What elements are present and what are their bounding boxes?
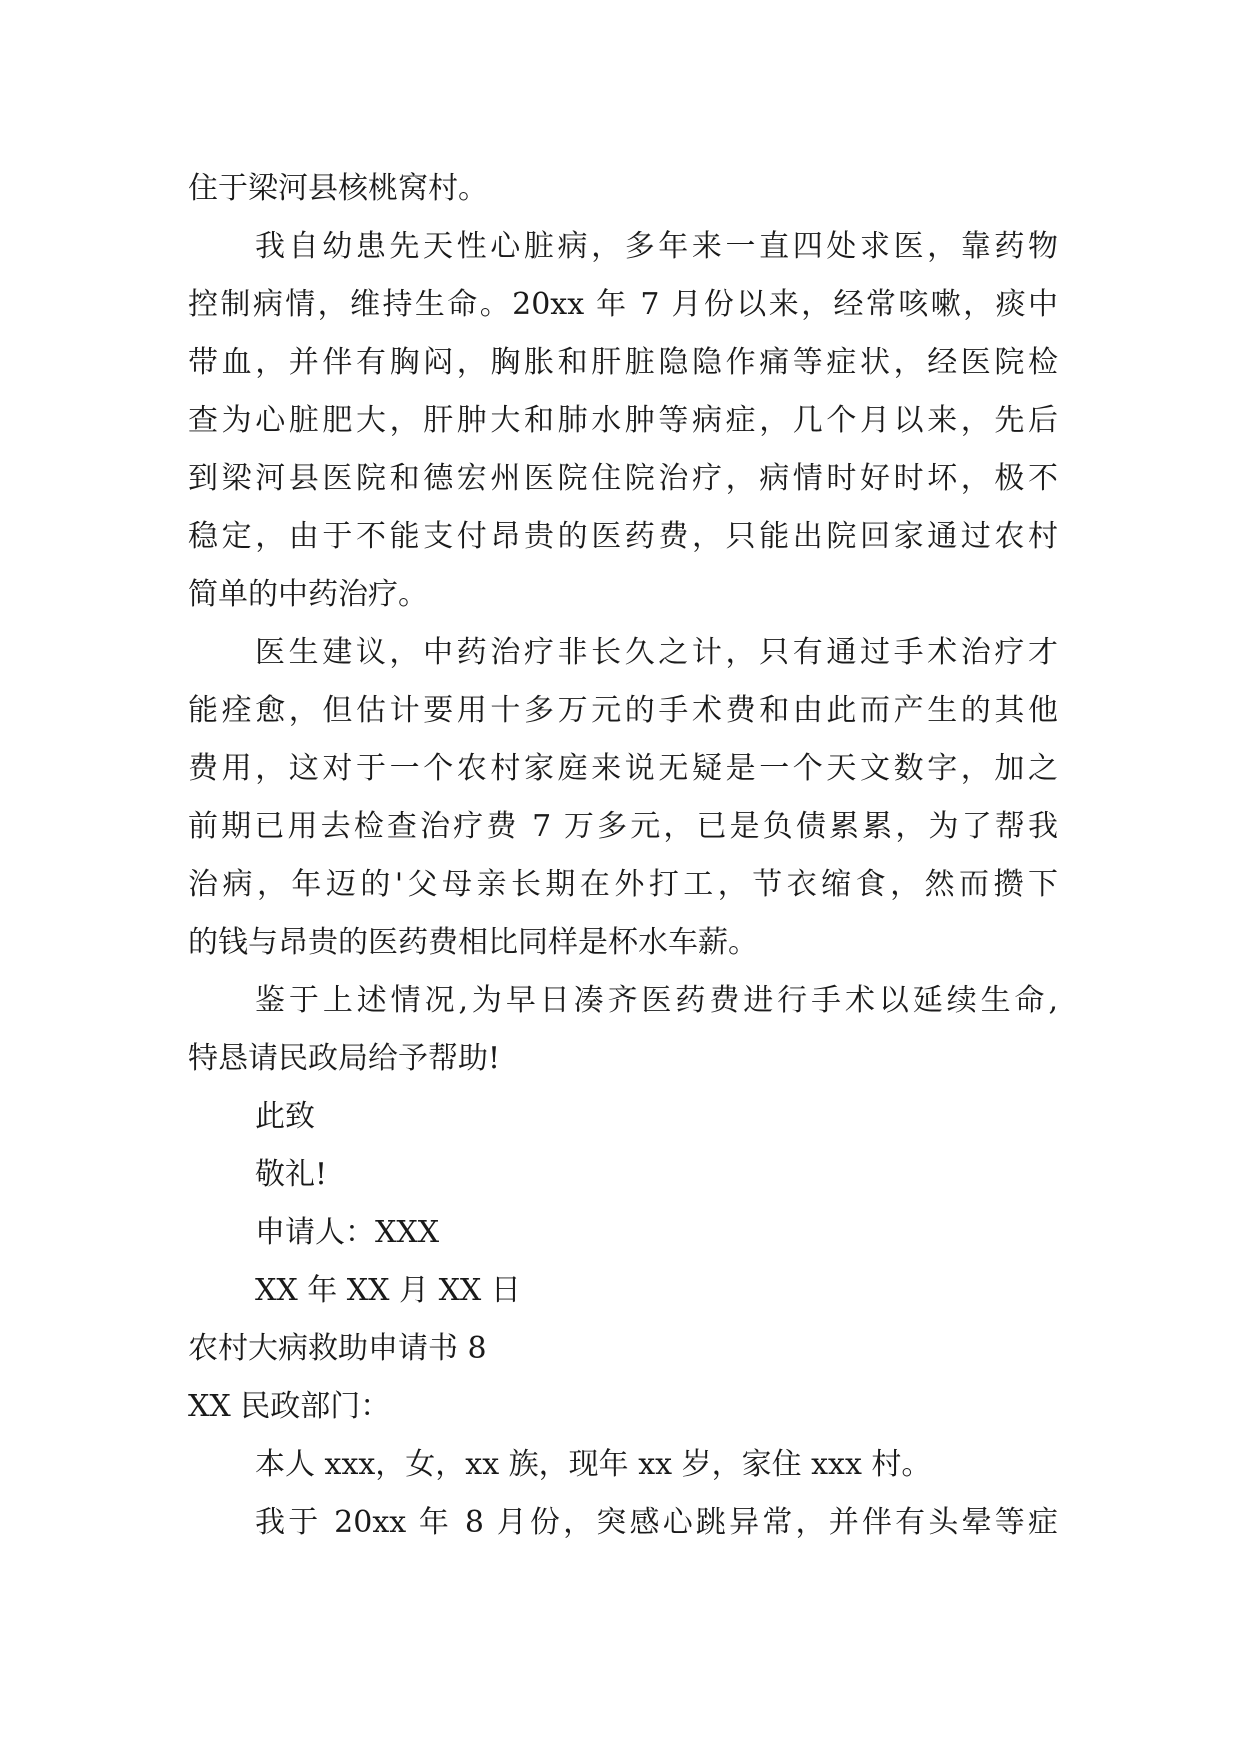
text-line: 我自幼患先天性心脏病，多年来一直四处求医，靠药物: [255, 229, 1058, 264]
text-line: 我于 20xx 年 8 月份，突感心跳异常，并伴有头晕等症: [255, 1505, 1058, 1540]
signature-date: XX 年 XX 月 XX 日: [255, 1273, 521, 1308]
text-line: 带血，并伴有胸闷，胸胀和肝脏隐隐作痛等症状，经医院检: [188, 345, 1058, 380]
recipient-line: XX 民政部门：: [188, 1389, 391, 1424]
text-line: 住于梁河县核桃窝村。: [188, 171, 488, 206]
text-line: 本人 xxx，女，xx 族，现年 xx 岁，家住 xxx 村。: [255, 1447, 932, 1482]
text-line: 医生建议，中药治疗非长久之计，只有通过手术治疗才: [255, 635, 1058, 670]
text-line: 费用，这对于一个农村家庭来说无疑是一个天文数字，加之: [188, 751, 1058, 786]
text-line: 鉴于上述情况,为早日凑齐医药费进行手术以延续生命,: [255, 983, 1058, 1018]
closing-regards: 敬礼!: [255, 1157, 328, 1192]
closing-salutation: 此致: [255, 1099, 315, 1134]
applicant-signature: 申请人：XXX: [255, 1215, 440, 1250]
text-line: 特恳请民政局给予帮助!: [188, 1041, 501, 1076]
text-line: 稳定，由于不能支付昂贵的医药费，只能出院回家通过农村: [188, 519, 1058, 554]
text-line: 控制病情，维持生命。20xx 年 7 月份以来，经常咳嗽，痰中: [188, 287, 1058, 322]
text-line: 的钱与昂贵的医药费相比同样是杯水车薪。: [188, 925, 758, 960]
text-line: 能痊愈，但估计要用十多万元的手术费和由此而产生的其他: [188, 693, 1058, 728]
text-line: 到梁河县医院和德宏州医院住院治疗，病情时好时坏，极不: [188, 461, 1058, 496]
text-line: 治病，年迈的'父母亲长期在外打工，节衣缩食，然而攒下: [188, 867, 1058, 902]
section-title: 农村大病救助申请书 8: [188, 1331, 487, 1366]
document-body: [188, 160, 1058, 1552]
text-line: 前期已用去检查治疗费 7 万多元，已是负债累累，为了帮我: [188, 809, 1058, 844]
text-line: 查为心脏肥大，肝肿大和肺水肿等病症，几个月以来，先后: [188, 403, 1058, 438]
text-line: 简单的中药治疗。: [188, 577, 428, 612]
